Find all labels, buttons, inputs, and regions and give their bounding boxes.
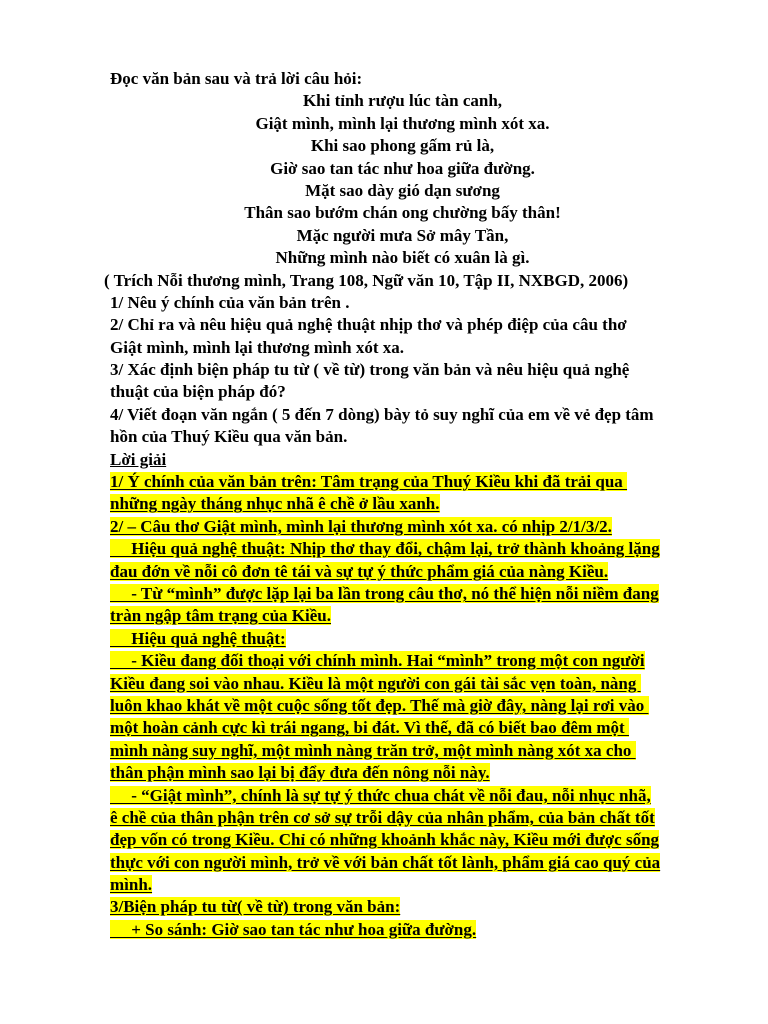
question-line: thuật của biện pháp đó?: [110, 382, 286, 402]
answer-text: một hoàn cảnh cực kì trái ngang, bi đát. Vì thế, đã có biết bao đêm một: [110, 718, 629, 738]
poem-line: Khi sao phong gấm rủ là,: [310, 136, 495, 156]
answer-line: [110, 605, 710, 627]
question-line: 1/ Nêu ý chính của văn bản trên .: [110, 292, 350, 312]
answer-text: 1/ Ý chính của văn bản trên: Tâm trạng của Thuý Kiều khi đã trải qua: [110, 472, 628, 492]
answer-heading-text: Lời giải: [110, 449, 167, 469]
answer-line: [110, 583, 710, 605]
answer-line: [110, 829, 710, 851]
answer-text: tràn ngập tâm trạng của Kiều.: [110, 606, 331, 626]
question-line: hồn của Thuý Kiều qua văn bản.: [110, 427, 348, 447]
answer-heading: [110, 449, 710, 471]
answer-text: mình nàng suy nghĩ, một mình nàng trăn trở, một mình nàng xót xa cho: [110, 740, 636, 760]
answer-line: [110, 717, 710, 739]
answer-line: [110, 493, 710, 515]
answer-text: thân phận mình sao lại bị đẩy đưa đến nông nỗi này.: [110, 763, 490, 783]
answer-line: [110, 695, 710, 717]
answer-text: thực với con người mình, trở về với bản chất tốt lành, phẩm giá cao quý của: [110, 852, 661, 872]
answer-line: [110, 852, 710, 874]
answer-text: đau đớn về nỗi cô đơn tê tái và sự tự ý thức phẩm giá của nàng Kiều.: [110, 561, 609, 581]
answer-line: [110, 874, 710, 896]
poem-line: Giờ sao tan tác như hoa giữa đường.: [270, 158, 535, 178]
source-citation: ( Trích Nỗi thương mình, Trang 108, Ngữ văn 10, Tập II, NXBGD, 2006): [104, 270, 629, 290]
answer-text: ê chề của thân phận trên cơ sở sự trỗi dậy của nhân phẩm, của bản chất tốt: [110, 807, 655, 827]
answer-line: [110, 650, 710, 672]
answer-line: [110, 740, 710, 762]
answer-text: + So sánh: Giờ sao tan tác như hoa giữa đường.: [110, 919, 477, 939]
answer-block: [110, 471, 710, 941]
answer-text: - “Giật mình”, chính là sự tự ý thức chua chát về nỗi đau, nỗi nhục nhã,: [110, 785, 651, 805]
answer-line: [110, 561, 710, 583]
answer-text: - Kiều đang đối thoại với chính mình. Hai “mình” trong một con người: [110, 651, 645, 671]
poem-line: Giật mình, mình lại thương mình xót xa.: [255, 113, 550, 133]
answer-text: Hiệu quả nghệ thuật:: [110, 628, 286, 648]
document-page: [104, 68, 710, 941]
answer-text: - Từ “mình” được lặp lại ba lần trong câu thơ, nó thể hiện nỗi niềm đang: [110, 583, 659, 603]
answer-line: [110, 673, 710, 695]
questions: [110, 292, 710, 449]
question-line: 2/ Chỉ ra và nêu hiệu quả nghệ thuật nhịp thơ và phép điệp của câu thơ: [110, 315, 627, 335]
poem-line: Mặt sao dày gió dạn sương: [305, 180, 500, 200]
answer-line: [110, 807, 710, 829]
poem-line: Khi tỉnh rượu lúc tàn canh,: [302, 91, 503, 111]
answer-line: [110, 762, 710, 784]
answer-text: đẹp vốn có trong Kiều. Chỉ có những khoảnh khắc này, Kiều mới được sống: [110, 830, 660, 850]
poem-line: Thân sao bướm chán ong chường bấy thân!: [244, 203, 561, 223]
answer-line: [110, 896, 710, 918]
answer-line: [110, 628, 710, 650]
answer-text: luôn khao khát về một cuộc sống tốt đẹp. Thế mà giờ đây, nàng lại rơi vào: [110, 695, 649, 715]
answer-text: Kiều đang soi vào nhau. Kiều là một người con gái tài sắc vẹn toàn, nàng: [110, 673, 641, 693]
answer-line: [110, 516, 710, 538]
answer-text: những ngày tháng nhục nhã ê chề ở lầu xanh.: [110, 494, 440, 514]
poem-line: Mặc người mưa Sở mây Tần,: [296, 225, 509, 245]
answer-text: mình.: [110, 875, 153, 895]
answer-text: 3/Biện pháp tu từ( về từ) trong văn bản:: [110, 897, 401, 917]
answer-line: [110, 538, 710, 560]
question-line: 3/ Xác định biện pháp tu từ ( về từ) trong văn bản và nêu hiệu quả nghệ: [110, 360, 630, 380]
answer-line: [110, 919, 710, 941]
answer-text: Hiệu quả nghệ thuật: Nhịp thơ thay đổi, chậm lại, trở thành khoảng lặng: [110, 539, 660, 559]
poem: [110, 90, 710, 269]
question-line: 4/ Viết đoạn văn ngắn ( 5 đến 7 dòng) bày tỏ suy nghĩ của em về vẻ đẹp tâm: [110, 404, 654, 424]
answer-line: [110, 785, 710, 807]
answer-text: 2/ – Câu thơ Giật mình, mình lại thương mình xót xa. có nhịp 2/1/3/2.: [110, 516, 612, 536]
poem-line: Những mình nào biết có xuân là gì.: [275, 248, 530, 268]
answer-line: [110, 471, 710, 493]
question-line: Giật mình, mình lại thương mình xót xa.: [110, 337, 405, 357]
intro-line: Đọc văn bản sau và trả lời câu hỏi:: [110, 69, 363, 88]
